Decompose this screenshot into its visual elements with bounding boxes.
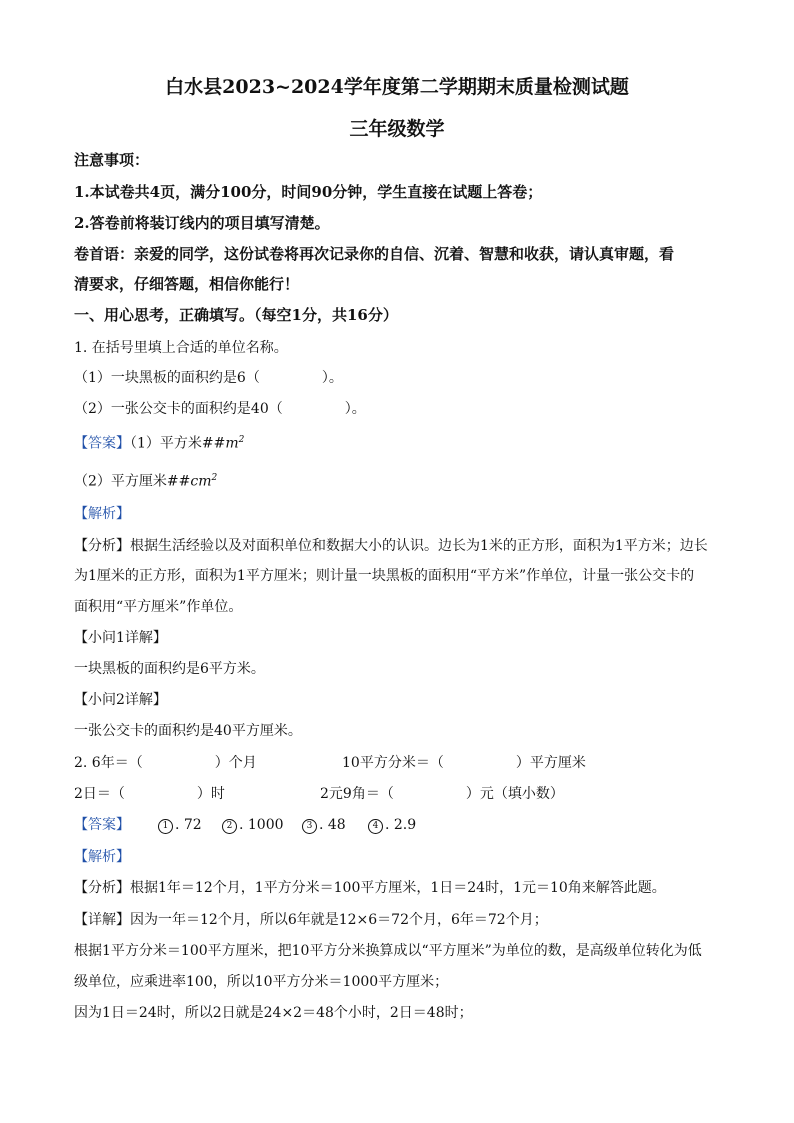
- q1-fenxi-line-1: 【分析】根据生活经验以及对面积单位和数据大小的认识。边长为1米的正方形，面积为1平方米；边长: [74, 538, 708, 554]
- q2-answer-2: 2 . 1000: [222, 815, 284, 835]
- q2-answer-1: 1 . 72: [158, 815, 202, 835]
- q1-sub1-tag: 【小问1详解】: [74, 630, 167, 646]
- q2-row-1-right: 10平方分米＝（ ）平方厘米: [342, 755, 586, 771]
- page-title: 白水县2023~2024学年度第二学期期末质量检测试题: [165, 76, 629, 98]
- fenxi-tag: 【分析】: [74, 880, 130, 896]
- answer-tag: 【答案】: [74, 817, 130, 833]
- q2-row-1: 2. 6年＝（ ）个月 10平方分米＝（ ）平方厘米: [74, 755, 586, 771]
- notes-item-2: 2.答卷前将装订线内的项目填写清楚。: [74, 214, 330, 232]
- fenxi-tag: 【分析】: [74, 538, 130, 554]
- q2-answer-4: 4 . 2.9: [368, 815, 416, 835]
- q2-xiangjie-line-2: 根据1平方分米＝100平方厘米，把10平方分米换算成以“平方厘米”为单位的数，是高级单位转化为低: [74, 943, 702, 959]
- preface-line-2: 清要求，仔细答题，相信你能行！: [74, 275, 300, 293]
- q1-analysis-tag: 【解析】: [74, 506, 130, 522]
- q1-sub2-text: 一张公交卡的面积约是40平方厘米。: [74, 723, 302, 739]
- notes-item-1: 1.本试卷共4页，满分100分，时间90分钟，学生直接在试题上答卷；: [74, 183, 543, 201]
- q2-analysis-tag: 【解析】: [74, 849, 130, 865]
- q2-row-2-right: 2元9角＝（ ）元（填小数）: [320, 786, 564, 802]
- q2-xiangjie-line-3: 级单位，应乘进率100，所以10平方分米＝1000平方厘米；: [74, 974, 449, 990]
- q1-sub1-text: 一块黑板的面积约是6平方米。: [74, 661, 265, 677]
- q1-fenxi-line-2: 为1厘米的正方形，面积为1平方厘米；则计量一块黑板的面积用“平方米”作单位，计量一张公交卡的: [74, 568, 695, 584]
- q2-fenxi: 【分析】根据1年＝12个月，1平方分米＝100平方厘米，1日＝24时，1元＝10角来解答此题。: [74, 880, 666, 896]
- q1-sub2-tag: 【小问2详解】: [74, 692, 167, 708]
- q1-answer-2: （2）平方厘米$\#\#cm^2$: [74, 473, 218, 490]
- q2-row-2: 2日＝（ ）时 2元9角＝（ ）元（填小数）: [74, 786, 564, 802]
- q2-answer: [74, 815, 734, 835]
- q1-fenxi-line-3: 面积用“平方厘米”作单位。: [74, 599, 243, 615]
- page-subtitle: 三年级数学: [349, 118, 445, 140]
- q1-answer-1: 【答案】（1）平方米$\#\#m^2$: [74, 435, 245, 452]
- notes-heading: 注意事项：: [74, 151, 150, 169]
- q2-xiangjie-line-4: 因为1日＝24时，所以2日就是24×2＝48个小时，2日＝48时；: [74, 1005, 473, 1021]
- preface-line-1: 卷首语：亲爱的同学，这份试卷将再次记录你的自信、沉着、智慧和收获，请认真审题，看: [74, 245, 675, 263]
- q1-part-1: （1）一块黑板的面积约是6（ ）。: [74, 370, 343, 386]
- q2-answer-3: 3 . 48: [302, 815, 346, 835]
- xiangjie-tag: 【详解】: [74, 912, 130, 928]
- q2-xiangjie-line-1: 【详解】因为一年＝12个月，所以6年就是12×6＝72个月，6年＝72个月；: [74, 912, 548, 928]
- q1-stem: 1. 在括号里填上合适的单位名称。: [74, 340, 288, 356]
- section-1-heading: 一、用心思考，正确填写。（每空1分，共16分）: [74, 306, 398, 324]
- q1-part-2: （2）一张公交卡的面积约是40（ ）。: [74, 401, 366, 417]
- answer-tag: 【答案】: [74, 435, 130, 452]
